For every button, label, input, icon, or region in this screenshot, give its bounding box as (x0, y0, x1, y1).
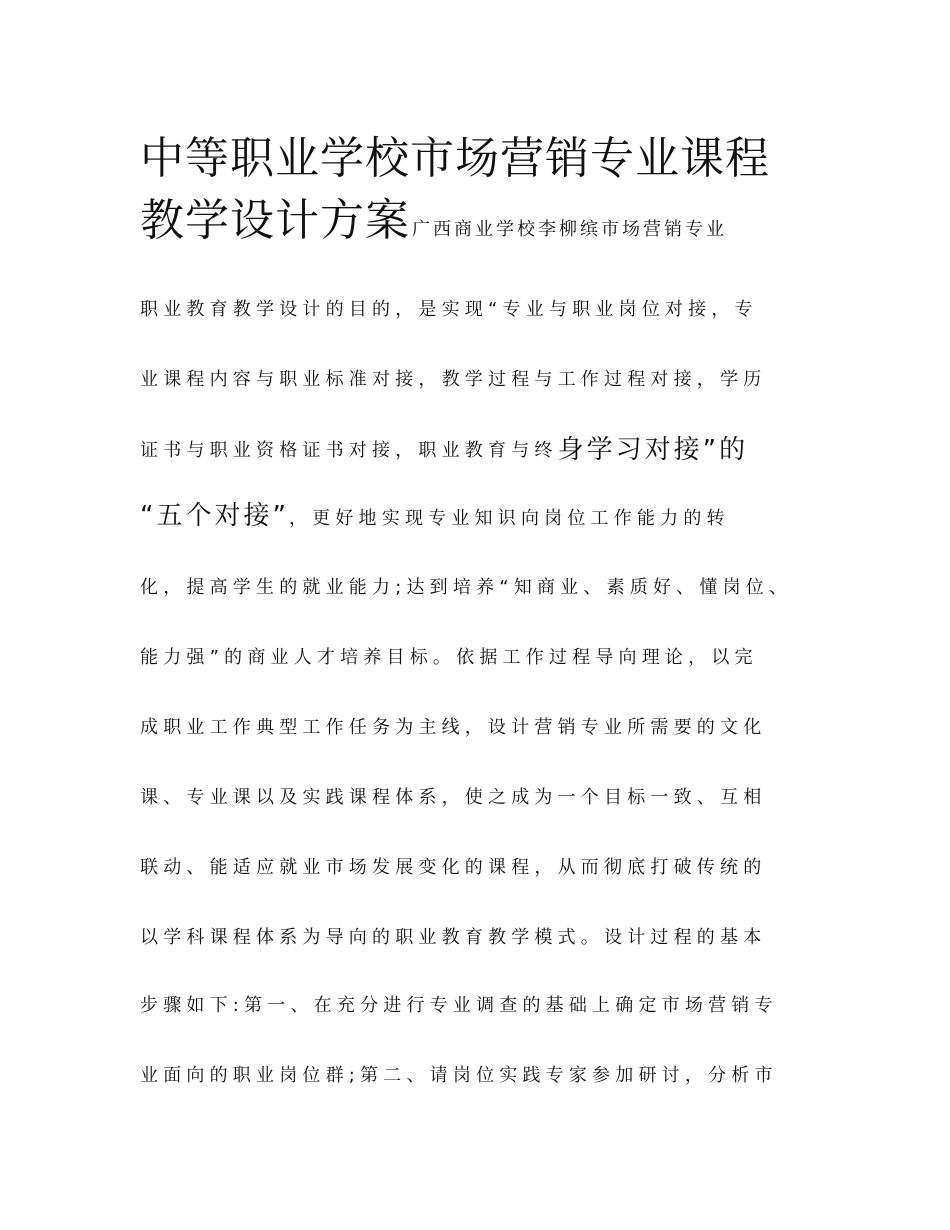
body-line-text: 证书与职业资格证书对接，职业教育与终 (140, 440, 558, 461)
body-line: 业课程内容与职业标准对接，教学过程与工作过程对接，学历 (140, 369, 767, 390)
title-line-1: 中等职业学校市场营销专业课程 (140, 133, 770, 184)
body-line: 业面向的职业岗位群;第二、请岗位实践专家参加研讨，分析市 (140, 1065, 778, 1086)
body-line-large-text: 身学习对接”的 (557, 435, 749, 465)
body-line-text: ，更好地实现专业知识向岗位工作能力的转 (288, 508, 730, 529)
body-line: 联动、能适应就业市场发展变化的课程，从而彻底打破传统的 (140, 857, 767, 878)
title-line-2: 教学设计方案 (140, 195, 410, 246)
body-line: 能力强”的商业人才培养目标。依据工作过程导向理论，以完 (140, 647, 758, 668)
body-line: 化，提高学生的就业能力;达到培养“知商业、素质好、懂岗位、 (140, 577, 793, 598)
body-line: 课、专业课以及实践课程体系，使之成为一个目标一致、互相 (140, 787, 767, 808)
document-title (140, 128, 830, 261)
body-line: 成职业工作典型工作任务为主线，设计营销专业所需要的文化 (140, 717, 767, 738)
body-line (140, 502, 830, 533)
body-line: 以学科课程体系为导向的职业教育教学模式。设计过程的基本 (140, 927, 767, 948)
body-line-large-text: “五个对接” (140, 501, 289, 531)
body-line (140, 434, 830, 465)
document-subtitle: 广西商业学校李柳缤市场营销专业 (412, 219, 727, 240)
body-line: 步骤如下:第一、在充分进行专业调查的基础上确定市场营销专 (140, 995, 778, 1016)
body-line: 职业教育教学设计的目的，是实现“专业与职业岗位对接，专 (140, 299, 758, 320)
